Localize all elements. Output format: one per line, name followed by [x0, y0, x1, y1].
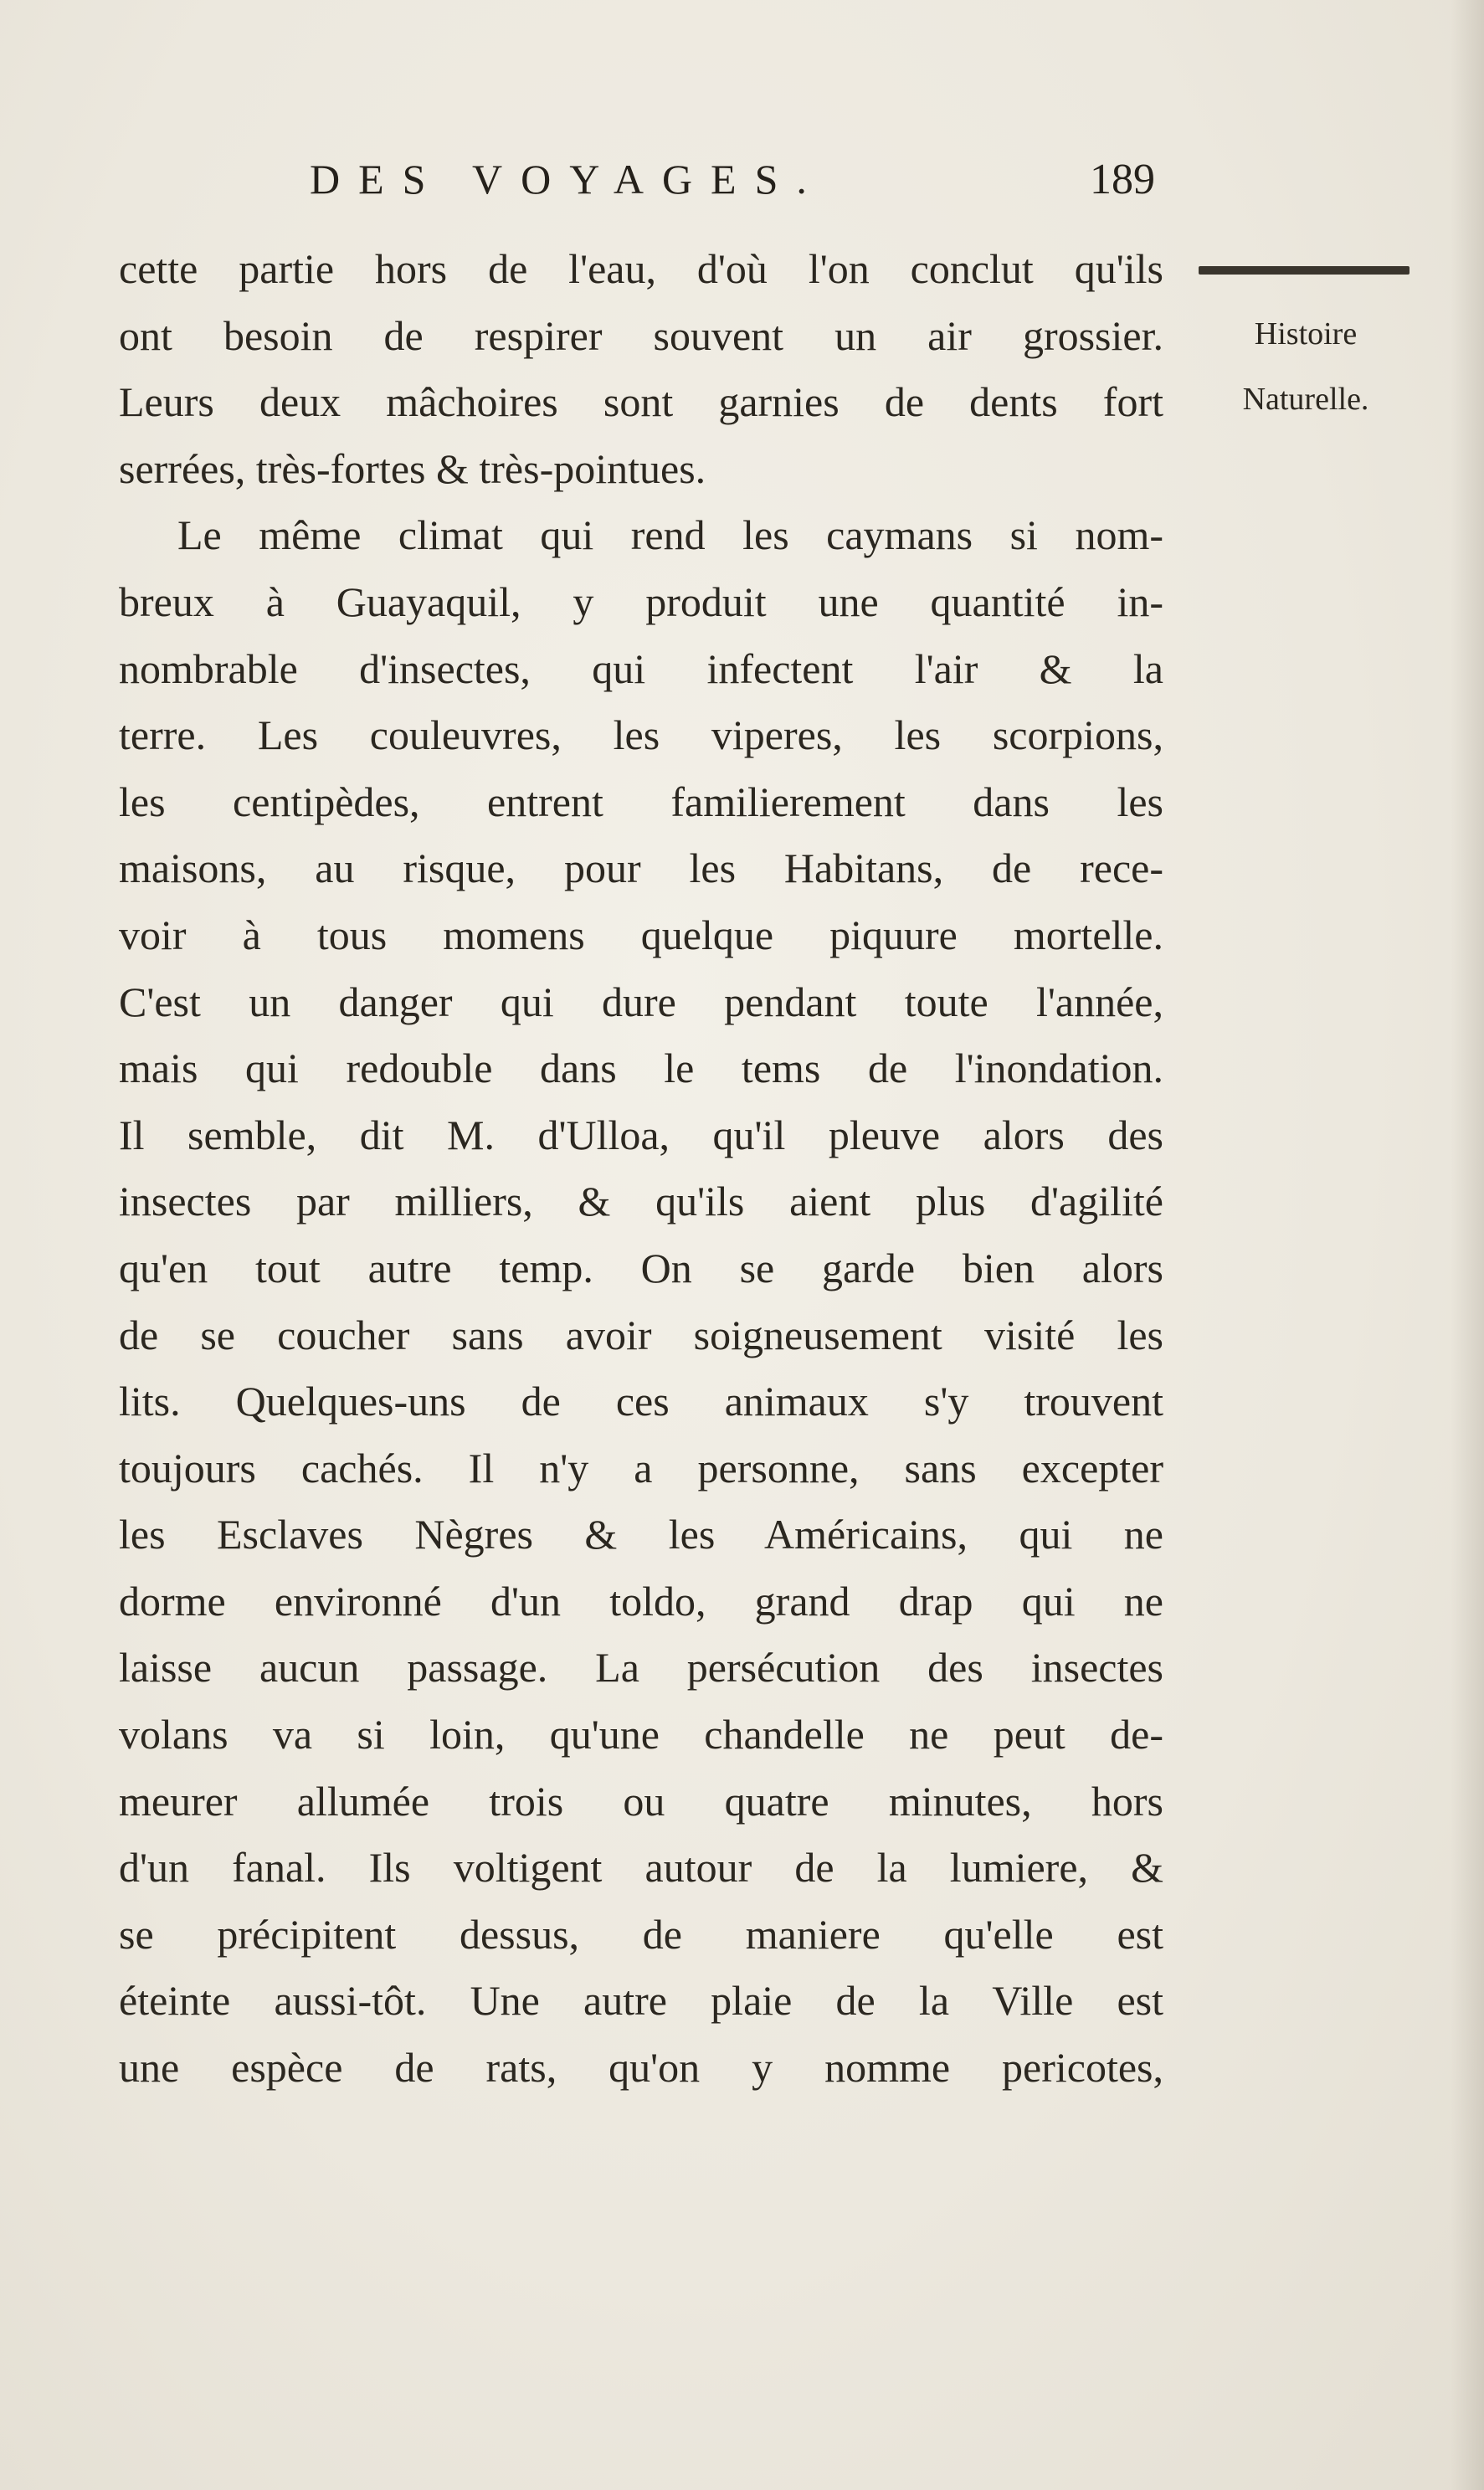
text-line: Le même climat qui rend les caymans si nom-: [177, 511, 1163, 559]
text-line: les centipèdes, entrent familierement dans les: [119, 778, 1163, 825]
text-line: breux à Guayaquil, y produit une quantité in-: [119, 578, 1163, 625]
running-head: DES VOYAGES.: [310, 156, 825, 203]
text-line: nombrable d'insectes, qui infectent l'air & la: [119, 644, 1163, 692]
page-header: [310, 146, 1155, 213]
text-line: Leurs deux mâchoires sont garnies de dents fort: [119, 378, 1163, 426]
text-line: d'un fanal. Ils voltigent autour de la lumiere, &: [119, 1844, 1163, 1892]
text-line: terre. Les couleuvres, les viperes, les scorpions,: [119, 711, 1163, 759]
text-line: maisons, au risque, pour les Habitans, de rece-: [119, 845, 1163, 892]
text-line: Il semble, dit M. d'Ulloa, qu'il pleuve alors des: [119, 1111, 1163, 1158]
margin-rule: [1199, 266, 1410, 275]
text-line: meurer allumée trois ou quatre minutes, hors: [119, 1777, 1163, 1825]
text-line: cette partie hors de l'eau, d'où l'on conclut qu'ils: [119, 245, 1163, 292]
text-line: lits. Quelques-uns de ces animaux s'y trouvent: [119, 1378, 1163, 1425]
text-line: de se coucher sans avoir soigneusement visité les: [119, 1311, 1163, 1358]
page-number: 189: [1090, 156, 1155, 203]
margin-note-line: Histoire: [1254, 316, 1358, 352]
text-line: mais qui redouble dans le tems de l'inondation.: [119, 1045, 1163, 1092]
text-line: insectes par milliers, & qu'ils aient plus d'agilité: [119, 1178, 1163, 1225]
text-line: C'est un danger qui dure pendant toute l'année,: [119, 978, 1163, 1025]
text-line: qu'en tout autre temp. On se garde bien alors: [119, 1244, 1163, 1291]
text-line: laisse aucun passage. La persécution des insectes: [119, 1644, 1163, 1692]
text-line: dorme environné d'un toldo, grand drap qui ne: [119, 1577, 1163, 1625]
text-line: se précipitent dessus, de maniere qu'elle est: [119, 1910, 1163, 1958]
body-text: [119, 236, 1163, 2102]
text-line: les Esclaves Nègres & les Américains, qui ne: [119, 1511, 1163, 1558]
margin-note: [1180, 301, 1431, 432]
text-line: éteinte aussi-tôt. Une autre plaie de la Ville est: [119, 1977, 1163, 2025]
text-line: serrées, très-fortes & très-pointues.: [119, 444, 706, 492]
text-line: toujours cachés. Il n'y a personne, sans excepter: [119, 1444, 1163, 1491]
text-line: ont besoin de respirer souvent un air grossier.: [119, 311, 1163, 359]
margin-note-line: Naturelle.: [1242, 382, 1369, 417]
text-line: voir à tous momens quelque piquure mortelle.: [119, 911, 1163, 958]
page-edge-shadow: [1451, 0, 1484, 2490]
text-line: volans va si loin, qu'une chandelle ne peut de-: [119, 1711, 1163, 1758]
text-line: une espèce de rats, qu'on y nomme pericotes,: [119, 2044, 1163, 2092]
